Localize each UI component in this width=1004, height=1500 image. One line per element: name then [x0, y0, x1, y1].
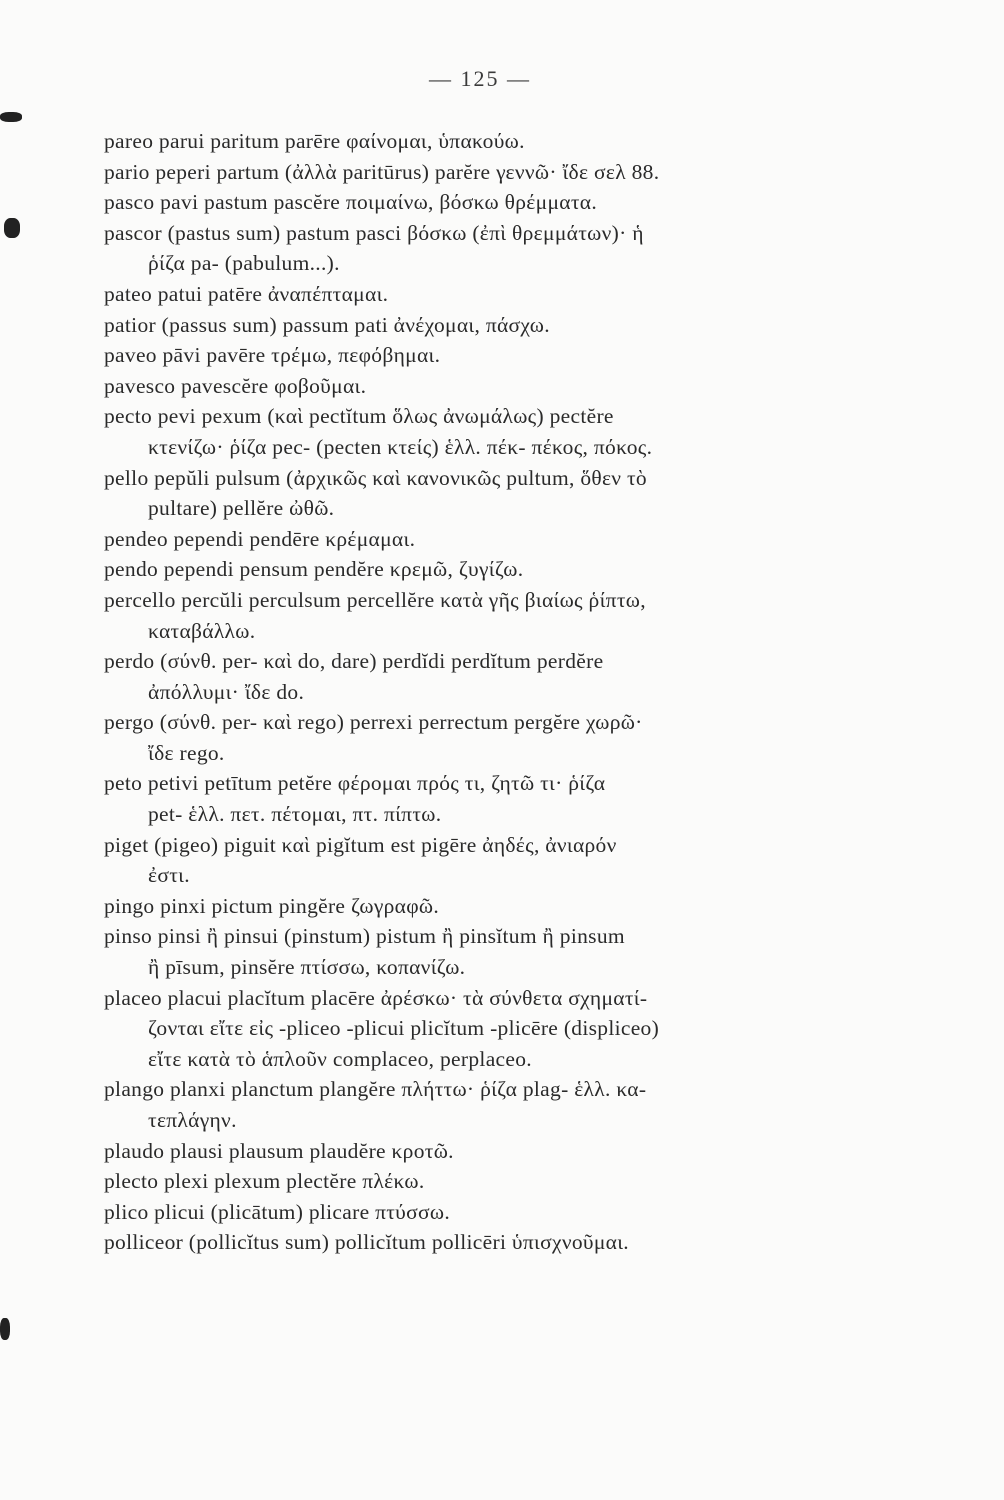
dictionary-entry [104, 401, 864, 462]
entry-headline: polliceor (pollicĭtus sum) pollicĭtum pollicēri ὑπισχνοῦμαι. [104, 1230, 629, 1255]
dictionary-entry [104, 218, 864, 279]
entry-headline: pareo parui paritum parēre φαίνομαι, ὑπακούω. [104, 129, 525, 153]
entry-headline: pavesco pavescĕre φοβοῦμαι. [104, 373, 367, 398]
scan-edge-mark-bottom [0, 1318, 10, 1340]
dictionary-entry [104, 1136, 864, 1167]
dictionary-entry [104, 1227, 864, 1258]
dictionary-entry [104, 187, 864, 218]
entry-headline: perdo (σύνθ. per- καὶ do, dare) perdĭdi perdĭtum perdĕre [104, 649, 604, 674]
entry-continuation: pultare) pellĕre ὠθῶ. [148, 496, 335, 521]
entry-continuation: ζονται εἴτε εἰς -pliceo -plicui plicĭtum -plicēre (displiceo) [148, 1016, 660, 1041]
dictionary-entry [104, 371, 864, 402]
dictionary-entry [104, 279, 864, 310]
dictionary-entry [104, 524, 864, 555]
entry-headline: pasco pavi pastum pascĕre ποιμαίνω, βόσκω θρέμματα. [104, 190, 598, 215]
entry-headline: piget (pigeo) piguit καὶ pigĭtum est pigēre ἀηδές, ἀνιαρόν [104, 832, 617, 857]
entry-headline: plecto plexi plexum plectĕre πλέκω. [104, 1169, 425, 1194]
entry-continuation: τεπλάγην. [148, 1108, 237, 1132]
entry-headline: pendeo pependi pendēre κρέμαμαι. [104, 526, 416, 551]
entry-headline: plaudo plausi plausum plaudĕre κροτῶ. [104, 1138, 454, 1163]
entry-continuation: καταβάλλω. [148, 618, 256, 643]
entry-headline: pello pepŭli pulsum (ἀρχικῶς καὶ κανονικῶς pultum, ὅθεν τὸ [104, 465, 647, 490]
dictionary-entry [104, 830, 864, 891]
entry-continuation: ἐστι. [148, 863, 190, 888]
dictionary-entry [104, 983, 864, 1075]
entry-headline: pingo pinxi pictum pingĕre ζωγραφῶ. [104, 893, 440, 918]
dictionary-entry [104, 921, 864, 982]
dictionary-entry [104, 157, 864, 188]
entry-headline: pateo patui patēre ἀναπέπταμαι. [104, 281, 389, 306]
dictionary-entry [104, 891, 864, 922]
dictionary-entry [104, 585, 864, 646]
entry-headline: plango planxi planctum plangĕre πλήττω· ῥίζα plag- ἑλλ. κα- [104, 1077, 647, 1102]
entry-continuation: pet- ἑλλ. πετ. πέτομαι, πτ. πίπτω. [148, 802, 442, 827]
dictionary-entry [104, 126, 864, 157]
scan-edge-mark-middle [4, 218, 20, 238]
entry-continuation: ἴδε rego. [148, 740, 225, 765]
dictionary-entry [104, 340, 864, 371]
dictionary-entry [104, 463, 864, 524]
scan-edge-mark-top [0, 112, 22, 122]
entry-continuation: ἀπόλλυμι· ἴδε do. [148, 679, 305, 704]
entry-headline: peto petivi petītum petĕre φέρομαι πρός τι, ζητῶ τι· ῥίζα [104, 771, 606, 796]
dictionary-entry [104, 1074, 864, 1135]
entry-continuation: ἢ pīsum, pinsĕre πτίσσω, κοπανίζω. [148, 955, 466, 980]
entry-headline: pendo pependi pensum pendĕre κρεμῶ, ζυγίζω. [104, 557, 524, 582]
entry-headline: percello percŭli perculsum percellĕre κατὰ γῆς βιαίως ῥίπτω, [104, 587, 646, 612]
entry-continuation: ῥίζα pa- (pabulum...). [148, 251, 340, 276]
dictionary-entry [104, 707, 864, 768]
entry-headline: pergo (σύνθ. per- καὶ rego) perrexi perrectum pergĕre χωρῶ· [104, 710, 643, 735]
entry-headline: plico plicui (plicātum) plicare πτύσσω. [104, 1199, 451, 1224]
dictionary-entries [104, 126, 864, 1258]
entry-headline: pecto pevi pexum (καὶ pectĭtum ὅλως ἀνωμάλως) pectĕre [104, 404, 614, 429]
entry-continuation: κτενίζω· ῥίζα pec- (pecten κτείς) ἑλλ. πέκ- πέκος, πόκος. [148, 434, 653, 459]
dictionary-entry [104, 768, 864, 829]
entry-headline: paveo pāvi pavēre τρέμω, πεφόβημαι. [104, 343, 441, 368]
entry-headline: patior (passus sum) passum pati ἀνέχομαι, πάσχω. [104, 312, 550, 337]
page-number: — 125 — [429, 66, 531, 91]
entry-headline: pario peperi partum (ἀλλὰ paritūrus) parĕre γεννῶ· ἴδε σελ 88. [104, 159, 660, 184]
dictionary-entry [104, 1166, 864, 1197]
dictionary-entry [104, 554, 864, 585]
entry-headline: pascor (pastus sum) pastum pasci βόσκω (ἐπὶ θρεμμάτων)· ἡ [104, 220, 644, 245]
entry-headline: placeo placui placĭtum placēre ἀρέσκω· τὰ σύνθετα σχηματί- [104, 985, 648, 1010]
entry-continuation: εἴτε κατὰ τὸ ἁπλοῦν complaceo, perplaceo. [148, 1046, 532, 1071]
entry-headline: pinso pinsi ἢ pinsui (pinstum) pistum ἢ pinsĭtum ἢ pinsum [104, 924, 625, 949]
dictionary-entry [104, 1197, 864, 1228]
dictionary-entry [104, 310, 864, 341]
dictionary-entry [104, 646, 864, 707]
